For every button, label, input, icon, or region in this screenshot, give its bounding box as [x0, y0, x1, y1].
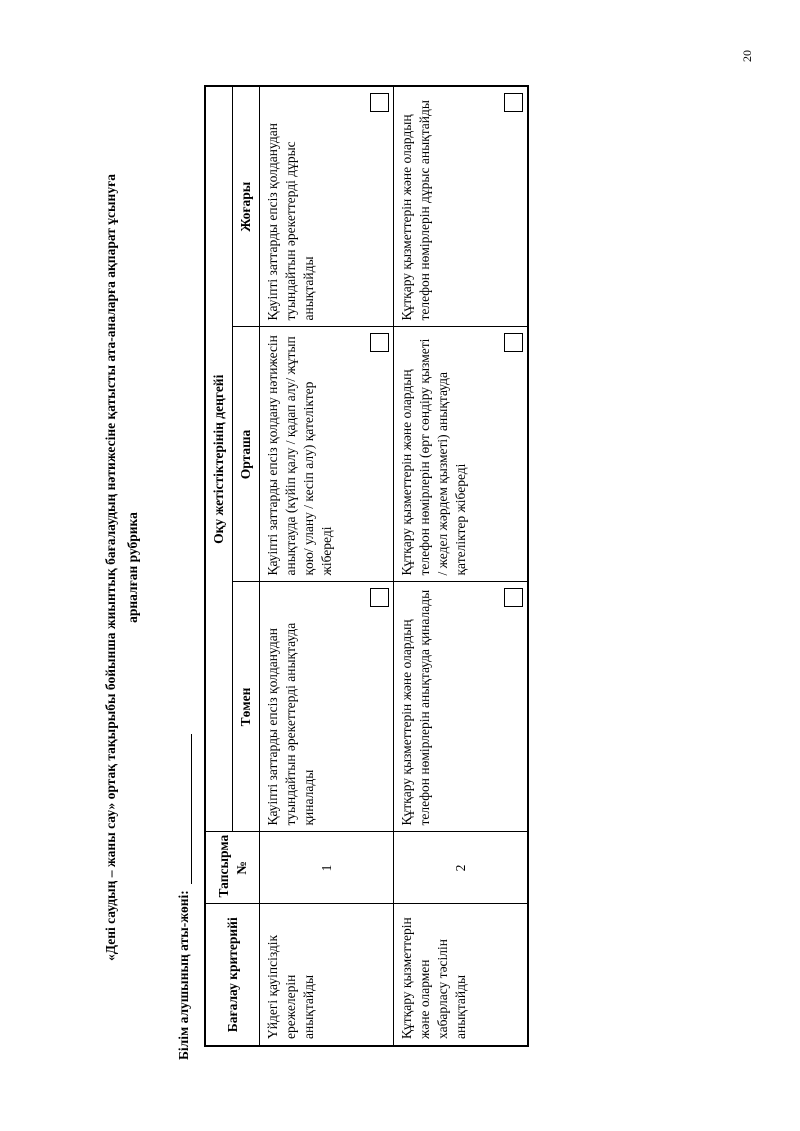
criterion-cell: Құтқару қызметтерін және олармен хабарласу тәсілін анықтайды — [394, 904, 529, 1046]
level-low-checkbox[interactable] — [504, 589, 523, 608]
level-low-text: Құтқару қызметтерін және олардың телефон нөмірлерін анықтауда қиналады — [399, 589, 432, 826]
level-low-cell — [260, 582, 394, 832]
level-high-checkbox[interactable] — [504, 93, 523, 112]
table-row — [260, 86, 394, 1046]
level-high-text: Құтқару қызметтерін және олардың телефон нөмірлерін дұрыс анықтайды — [399, 100, 432, 321]
task-number-cell: 2 — [394, 832, 529, 904]
page-number: 20 — [740, 50, 754, 62]
criterion-cell: Үйдегі қауіпсіздік ережелерін анықтайды — [260, 904, 394, 1046]
level-medium-cell — [260, 327, 394, 582]
student-name-blank-line[interactable] — [177, 734, 192, 884]
header-medium: Орташа — [233, 327, 260, 582]
header-high: Жоғары — [233, 86, 260, 327]
level-high-checkbox[interactable] — [370, 93, 389, 112]
title-line-1: «Дені саудың – жаны сау» ортақ тақырыбы бойынша жиынтық бағалаудың нәтижесіне қатысты ата-аналарға ақпарат ұсынуға — [103, 174, 118, 961]
level-low-cell — [394, 582, 529, 832]
rubric-table — [204, 85, 529, 1047]
rotated-page-content — [100, 75, 520, 1060]
level-high-text: Қауіпті заттарды епсіз қолданудан туындайтын әрекеттерді дұрыс анықтайды — [265, 123, 316, 321]
level-medium-text: Құтқару қызметтерін және олардың телефон нөмірлерін (өрт сөндіру қызметі / жедел жәрдем қызметі) анықтауда қателіктер жібереді — [399, 338, 468, 576]
level-medium-cell — [394, 327, 529, 582]
level-high-cell — [394, 86, 529, 327]
student-name-field — [170, 75, 192, 1060]
level-medium-text: Қауіпті заттарды епсіз қолдану нәтижесін анықтауда (күйіп қалу / қадап алу/ жұтып қою/ улану / кесіп алу) қателіктер жібереді — [265, 335, 334, 576]
header-task: Тапсырма № — [205, 832, 260, 904]
level-low-text: Қауіпті заттарды епсіз қолданудан туындайтын әрекеттерді анықтауда қиналады — [265, 622, 316, 826]
level-low-checkbox[interactable] — [370, 589, 389, 608]
header-row-1 — [205, 86, 233, 1046]
task-number-cell: 1 — [260, 832, 394, 904]
header-levels: Оқу жетістіктерінің деңгейі — [205, 86, 233, 832]
document-title — [100, 75, 144, 1060]
student-name-label: Білім алушының аты-жөні: — [176, 890, 191, 1060]
table-row — [394, 86, 529, 1046]
title-line-2: арналған рубрика — [125, 512, 140, 623]
header-low: Төмен — [233, 582, 260, 832]
level-high-cell — [260, 86, 394, 327]
level-medium-checkbox[interactable] — [504, 334, 523, 353]
header-criterion: Бағалау критерийі — [205, 904, 260, 1046]
level-medium-checkbox[interactable] — [370, 334, 389, 353]
